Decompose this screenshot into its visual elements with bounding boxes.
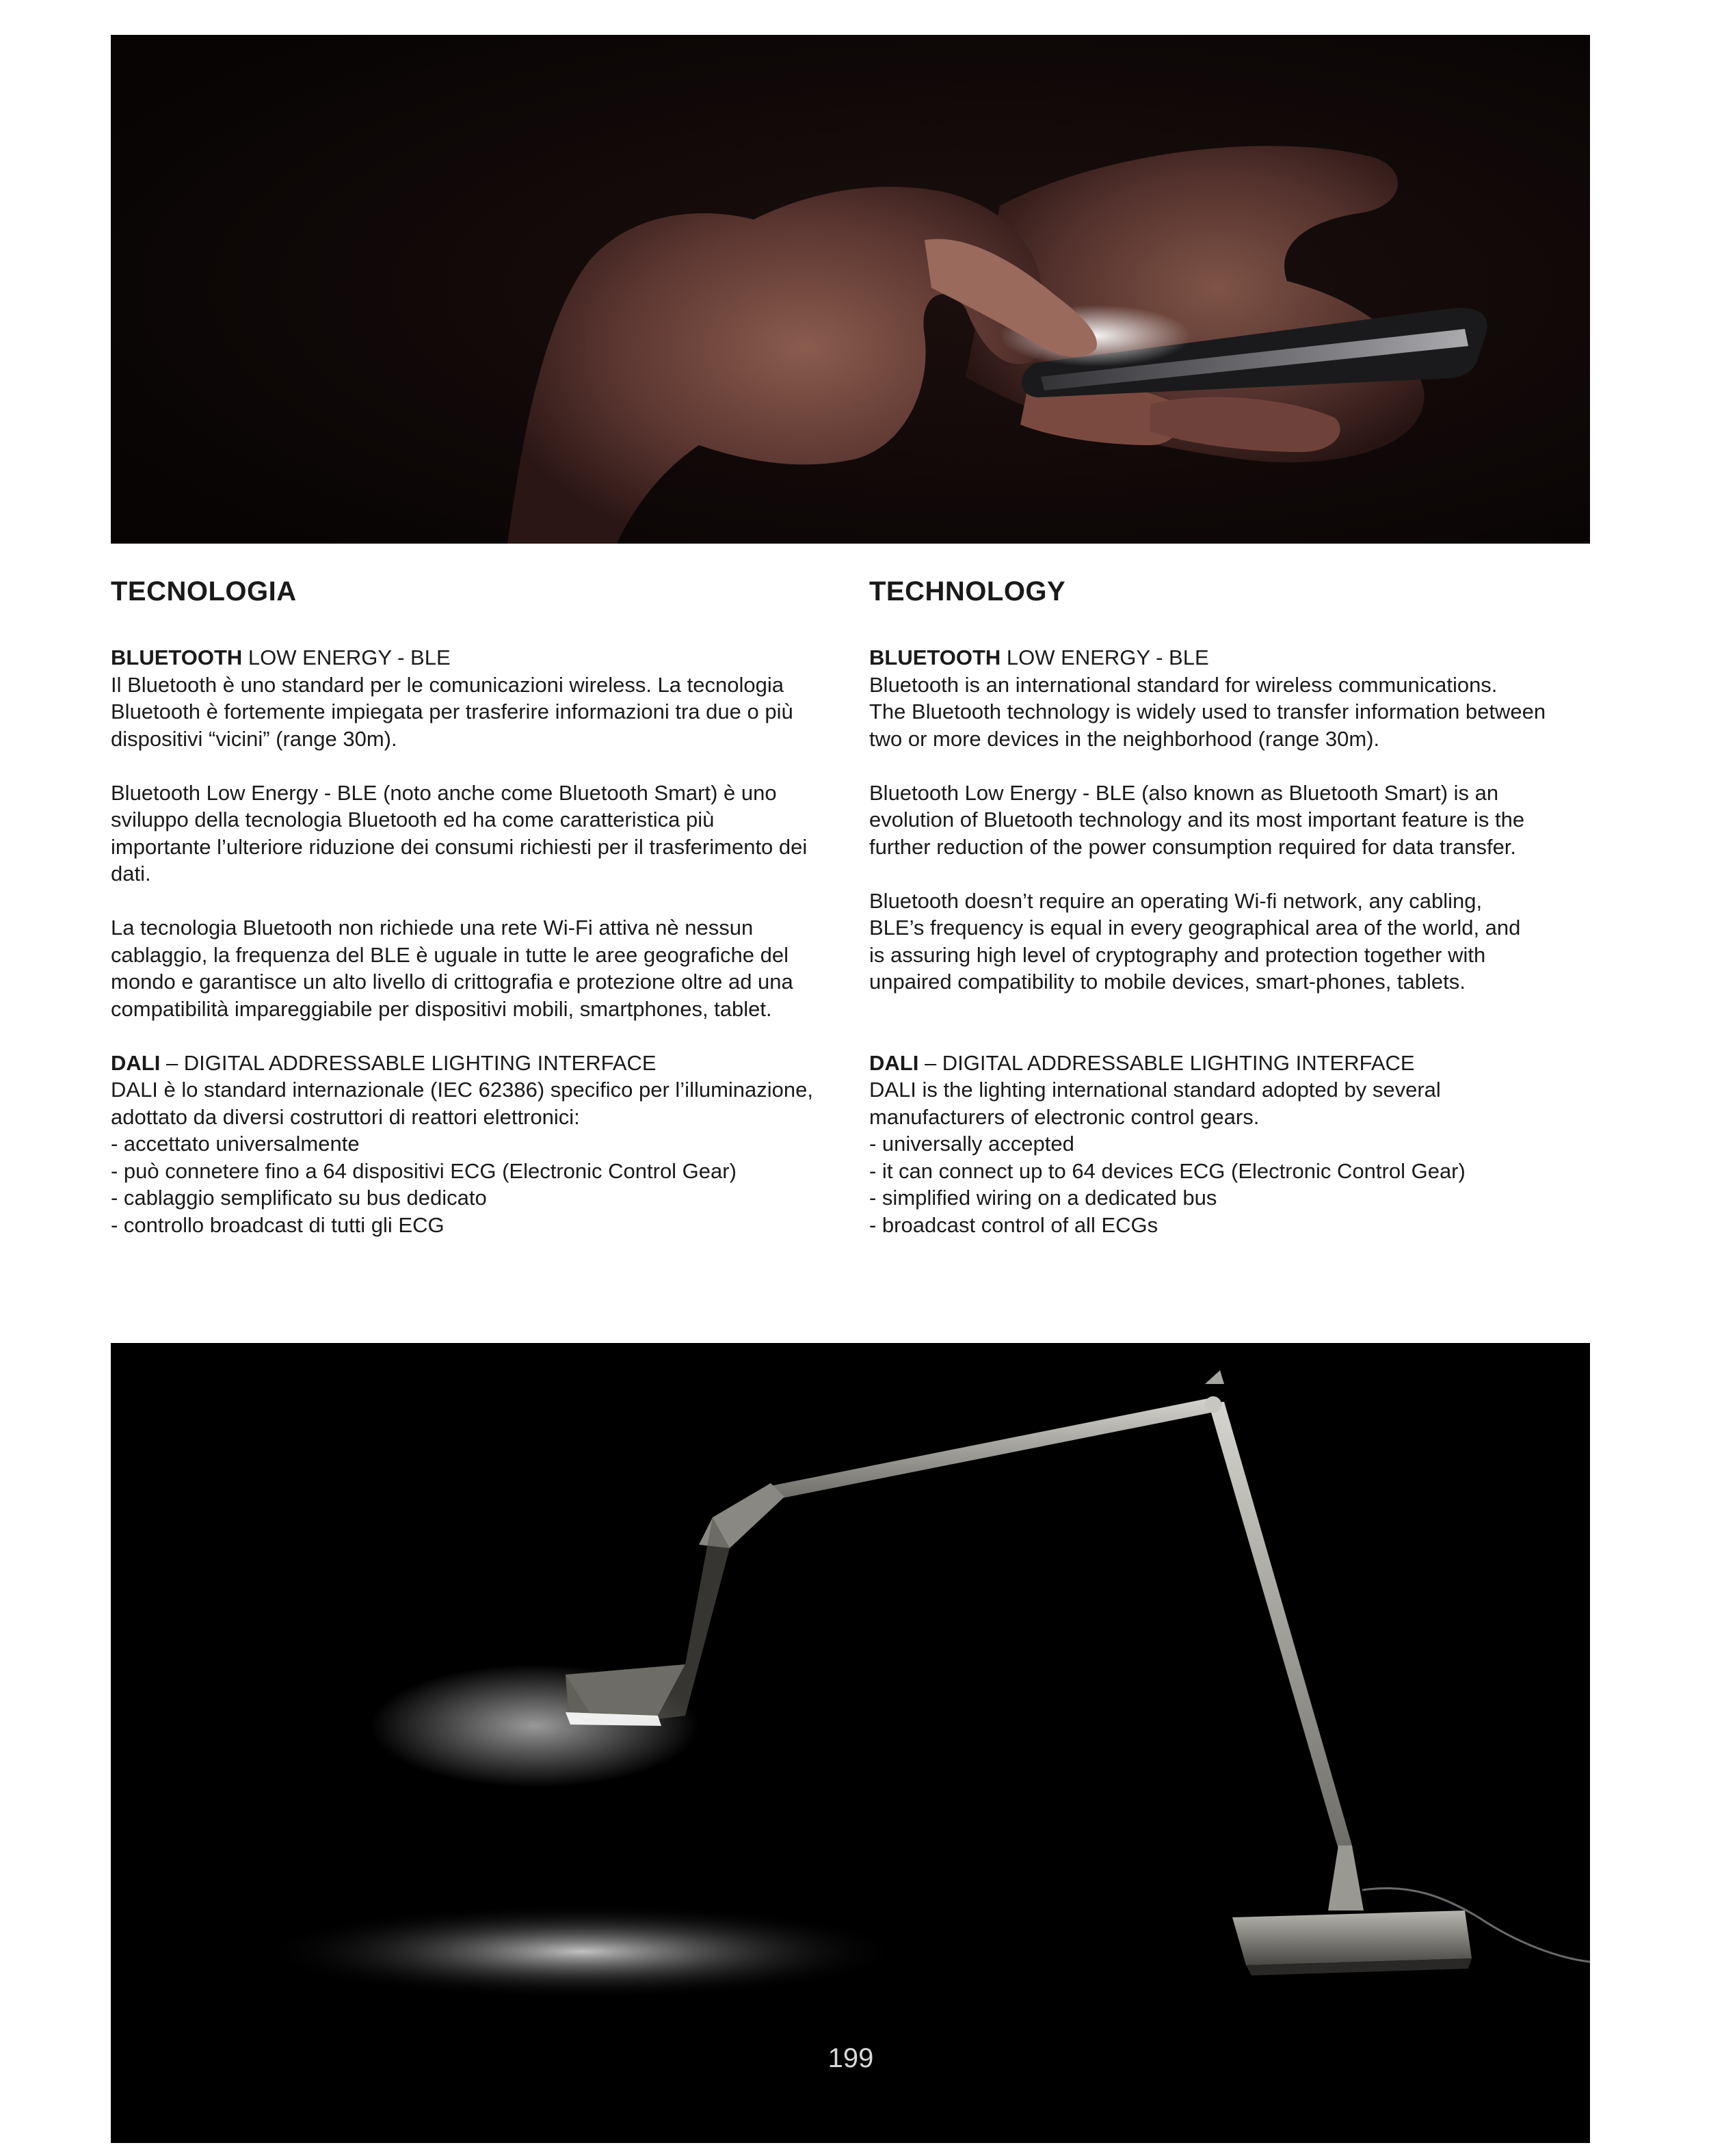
english-column <box>869 574 1594 1238</box>
bluetooth-paragraph-3-it: La tecnologia Bluetooth non richiede una rete Wi-Fi attiva nè nessun cablaggio, la frequenza del BLE è uguale in tutte le aree geografiche del mondo e garantisce un alto livello di crittografia e protezione oltre ad una compatibilità impareggiabile per dispositivi mobili, smartphones, tablet. <box>111 916 793 1021</box>
dali-title-bold-it: DALI <box>111 1050 161 1075</box>
bluetooth-paragraph-1-en: Bluetooth is an international standard for wireless communications. The Bluetooth technology is widely used to transfer information between two or more devices in the neighborhood (range 30m). <box>869 672 1546 751</box>
dali-title-bold-en: DALI <box>869 1050 919 1075</box>
heading-technology: TECHNOLOGY <box>869 576 1066 607</box>
bluetooth-paragraph-2-it: Bluetooth Low Energy - BLE (noto anche come Bluetooth Smart) è uno sviluppo della tecnologia Bluetooth ed ha come caratteristica più importante l’ulteriore riduzione dei consumi richiesti per il trasferimento dei dati. <box>111 780 808 886</box>
bluetooth-title-it <box>111 644 836 671</box>
bluetooth-title-en <box>869 644 1594 671</box>
bluetooth-paragraph-3-en: Bluetooth doesn’t require an operating Wi-fi network, any cabling, BLE’s frequency is equal in every geographical area of the world, and is assuring high level of cryptography and protection together with unpaired compatibility to mobile devices, smart-phones, tablets. <box>869 888 1521 994</box>
bluetooth-title-rest-it: LOW ENERGY - BLE <box>242 646 451 669</box>
bluetooth-paragraph-1-it: Il Bluetooth è uno standard per le comunicazioni wireless. La tecnologia Bluetooth è fortemente impiegata per trasferire informazioni tra due o più dispositivi “vicini” (range 30m). <box>111 672 793 751</box>
dali-title-en <box>869 1050 1594 1077</box>
bluetooth-title-rest-en: LOW ENERGY - BLE <box>1001 646 1209 669</box>
dali-body-it: DALI è lo standard internazionale (IEC 62386) specifico per l’illuminazione, adottato da diversi costruttori di reattori elettronici: - accettato universalmente - può connetere fino a 64 dispositivi ECG (Electronic Control Gear) - cablaggio semplificato su bus dedicato - controllo broadcast di tutti gli ECG <box>111 1078 813 1237</box>
hands-smartphone-photo <box>111 35 1590 544</box>
bluetooth-title-bold-it: BLUETOOTH <box>111 646 243 669</box>
italian-column <box>111 574 836 1238</box>
page-number: 199 <box>827 2043 874 2073</box>
hands-smartphone-illustration <box>111 35 1590 544</box>
heading-tecnologia: TECNOLOGIA <box>111 576 297 607</box>
dali-title-rest-en: – DIGITAL ADDRESSABLE LIGHTING INTERFACE <box>918 1050 1415 1075</box>
dali-body-en: DALI is the lighting international standard adopted by several manufacturers of electronic control gears. - universally accepted - it can connect up to 64 devices ECG (Electronic Control Gear) - simplified wiring on a dedicated bus - broadcast control of all ECGs <box>869 1078 1466 1237</box>
dali-title-it <box>111 1050 836 1077</box>
bluetooth-title-bold-en: BLUETOOTH <box>869 646 1001 669</box>
desk-lamp-photo <box>111 1343 1590 2143</box>
bluetooth-paragraph-2-en: Bluetooth Low Energy - BLE (also known as Bluetooth Smart) is an evolution of Bluetooth technology and its most important feature is the further reduction of the power consumption required for data transfer. <box>869 780 1525 859</box>
desk-lamp-illustration <box>111 1343 1590 2143</box>
dali-title-rest-it: – DIGITAL ADDRESSABLE LIGHTING INTERFACE <box>160 1050 657 1075</box>
